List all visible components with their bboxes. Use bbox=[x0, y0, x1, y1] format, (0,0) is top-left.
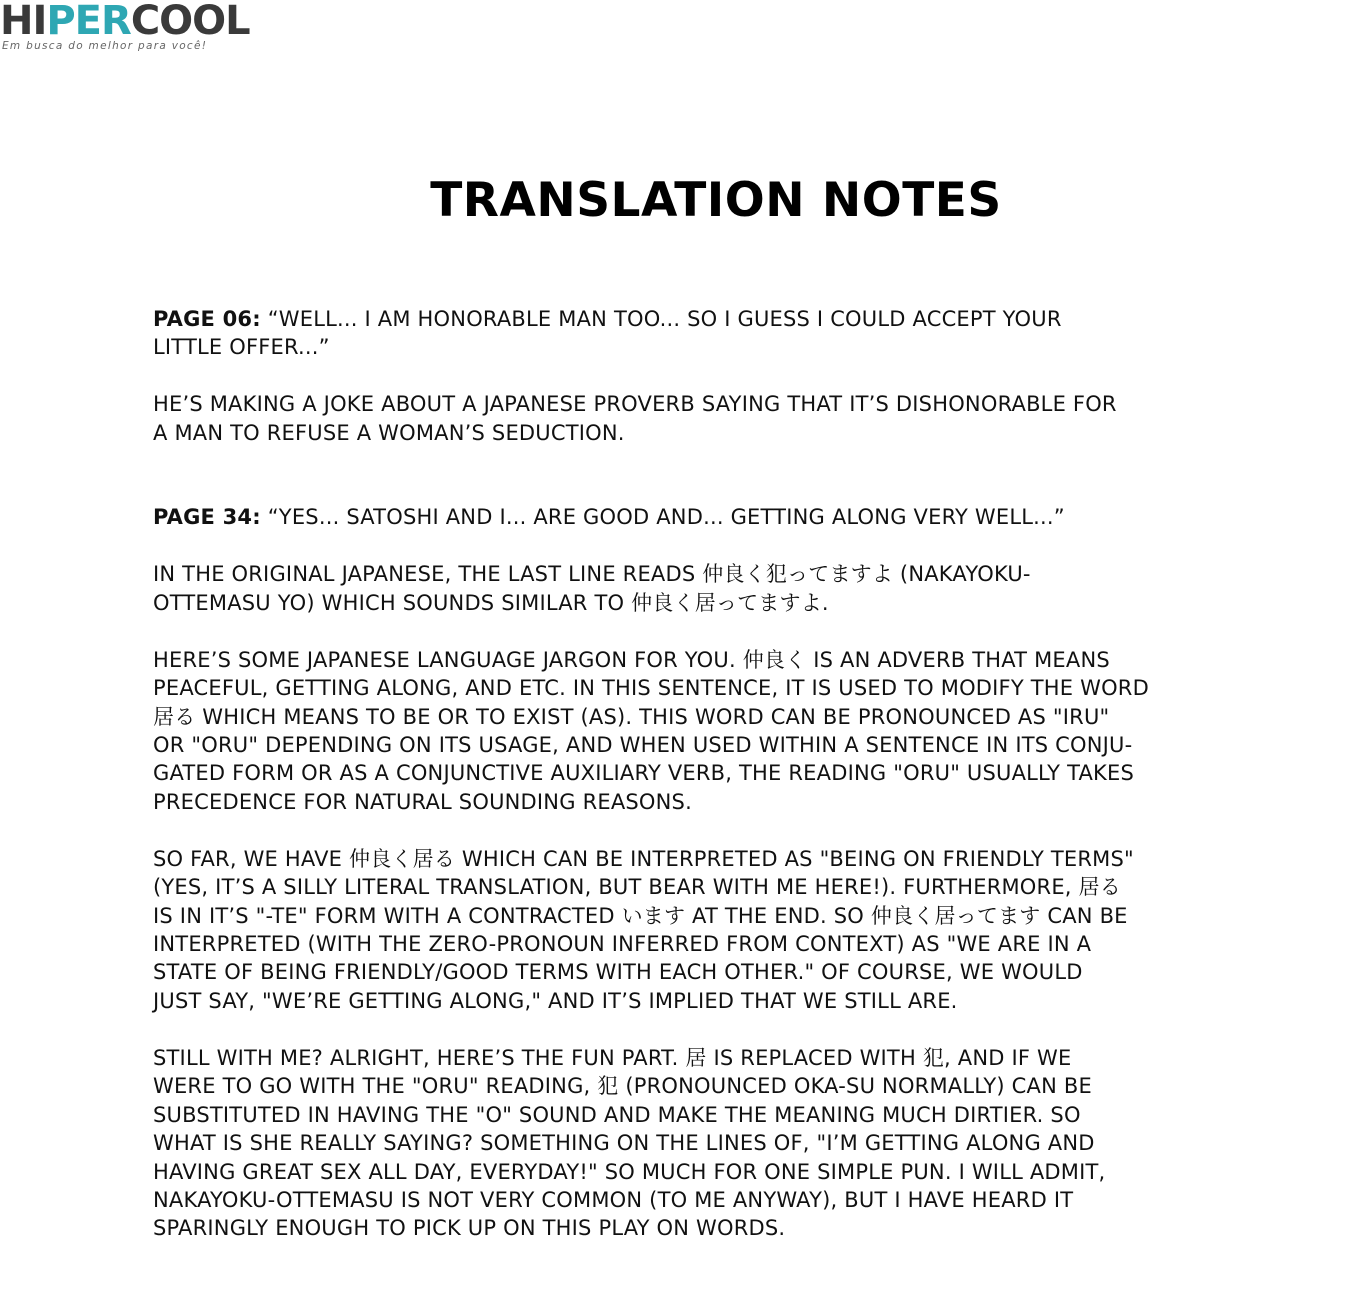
note-quote: “YES... SATOSHI AND I... ARE GOOD AND... GETTING ALONG VERY WELL...” bbox=[260, 505, 1065, 530]
note-paragraph: STILL WITH ME? ALRIGHT, HERE’S THE FUN PART. 居 IS REPLACED WITH 犯, AND IF WE WERE TO GO WITH THE "ORU" READING, 犯 (PRONOUNCED OKA-SU NORMALLY) CAN BE SUBSTITUTED IN HAVING THE "O" SOUND AND MAKE THE MEANING MUCH DIRTIER. SO WHAT IS SHE REALLY SAYING? SOMETHING ON THE LINES OF, "I’M GETTING ALONG AND HAVING GREAT SEX ALL DAY, EVERYDAY!" SO MUCH FOR ONE SIMPLE PUN. I WILL ADMIT, NAKAYOKU-OTTEMASU IS NOT VERY COMMON (TO ME ANYWAY), BUT I HAVE HEARD IT SPARINGLY ENOUGH TO PICK UP ON THIS PLAY ON WORDS. bbox=[153, 1045, 1106, 1241]
note-quote: “WELL... I AM HONORABLE MAN TOO... SO I GUESS I COULD ACCEPT YOUR LITTLE OFFER...” bbox=[153, 307, 1062, 360]
logo-tagline: Em busca do melhor para você! bbox=[2, 40, 208, 52]
site-logo bbox=[0, 0, 270, 60]
page-label: PAGE 34: bbox=[153, 505, 261, 530]
logo-part-cool: COOL bbox=[130, 0, 250, 44]
logo-part-hi: HI bbox=[0, 0, 47, 44]
logo-wordmark bbox=[0, 0, 250, 44]
note-heading-page-06 bbox=[153, 305, 1253, 362]
page-title: TRANSLATION NOTES bbox=[430, 173, 1002, 228]
note-paragraph: IN THE ORIGINAL JAPANESE, THE LAST LINE READS 仲良く犯ってますよ (NAKAYOKU- OTTEMASU YO) WHICH SOUNDS SIMILAR TO 仲良く居ってますよ. bbox=[153, 562, 1031, 615]
logo-part-per: PER bbox=[46, 0, 131, 44]
note-paragraph: HE’S MAKING A JOKE ABOUT A JAPANESE PROVERB SAYING THAT IT’S DISHONORABLE FOR A MAN TO REFUSE A WOMAN’S SEDUCTION. bbox=[153, 392, 1117, 445]
note-heading-page-34 bbox=[153, 503, 1253, 531]
notes-body bbox=[153, 305, 1253, 1243]
note-paragraph: SO FAR, WE HAVE 仲良く居る WHICH CAN BE INTERPRETED AS "BEING ON FRIENDLY TERMS" (YES, IT’S A SILLY LITERAL TRANSLATION, BUT BEAR WITH ME HERE!). FURTHERMORE, 居る IS IN IT’S "-TE" FORM WITH A CONTRACTED います AT THE END. SO 仲良く居ってます CAN BE INTERPRETED (WITH THE ZERO-PRONOUN INFERRED FROM CONTEXT) AS "WE ARE IN A STATE OF BEING FRIENDLY/GOOD TERMS WITH EACH OTHER." OF COURSE, WE WOULD JUST SAY, "WE’RE GETTING ALONG," AND IT’S IMPLIED THAT WE STILL ARE. bbox=[153, 846, 1134, 1013]
note-paragraph: HERE’S SOME JAPANESE LANGUAGE JARGON FOR YOU. 仲良く IS AN ADVERB THAT MEANS PEACEFUL, GETTING ALONG, AND ETC. IN THIS SENTENCE, IT IS USED TO MODIFY THE WORD 居る WHICH MEANS TO BE OR TO EXIST (AS). THIS WORD CAN BE PRONOUNCED AS "IRU" OR "ORU" DEPENDING ON ITS USAGE, AND WHEN USED WITHIN A SENTENCE IN ITS CONJU- GATED FORM OR AS A CONJUNCTIVE AUXILIARY VERB, THE READING "ORU" USUALLY TAKES PRECEDENCE FOR NATURAL SOUNDING REASONS. bbox=[153, 647, 1149, 814]
page-label: PAGE 06: bbox=[153, 307, 261, 331]
